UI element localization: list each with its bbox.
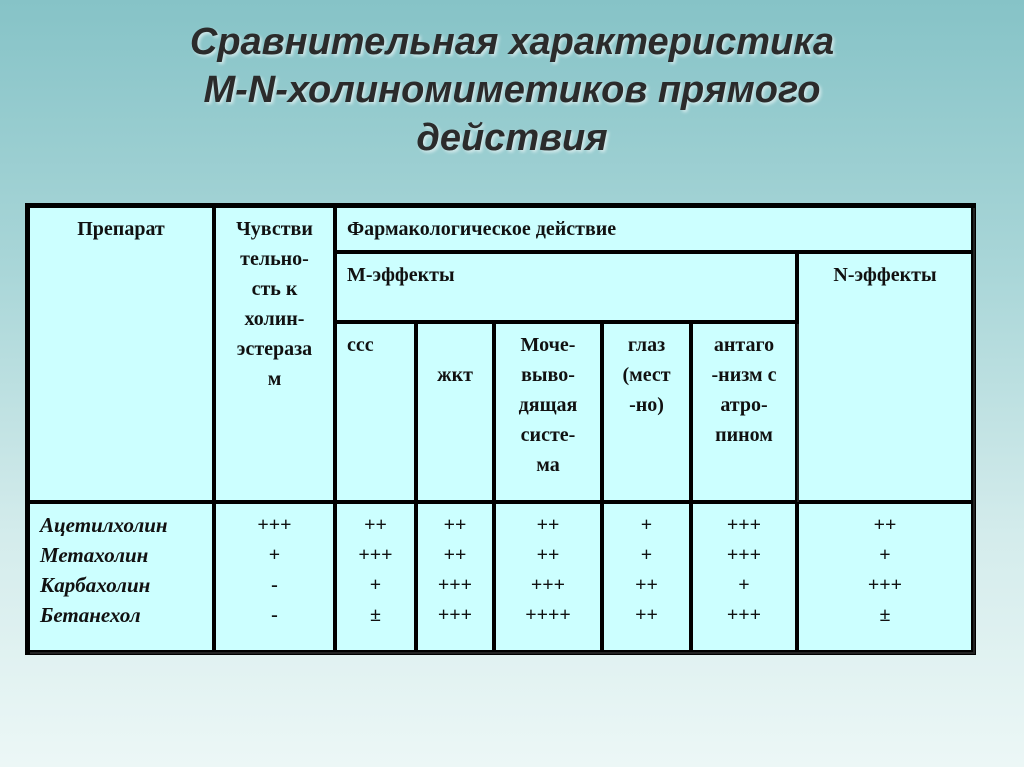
git-values: ++ ++ +++ +++ (416, 502, 494, 652)
header-drug: Препарат (28, 206, 214, 502)
comparison-table (25, 203, 976, 655)
antagonism-values: +++ +++ + +++ (691, 502, 797, 652)
title-line-3: действия (416, 117, 608, 159)
slide-title (0, 18, 1024, 162)
comparison-table-wrapper (25, 203, 976, 655)
header-n-effects: N-эффекты (797, 252, 973, 502)
n-effects-values: ++ + +++ ± (797, 502, 973, 652)
header-m-effects: М-эффекты (335, 252, 797, 322)
eye-values: + + ++ ++ (602, 502, 691, 652)
drug-list: Ацетилхолин Метахолин Карбахолин Бетанехол (28, 502, 214, 652)
subheader-eye: глаз (мест -но) (602, 322, 691, 502)
sensitivity-values: +++ + - - (214, 502, 335, 652)
header-sensitivity: Чувстви тельно- сть к холин- эстераза м (214, 206, 335, 502)
subheader-git: жкт (416, 322, 494, 502)
title-line-2: M-N-холиномиметиков прямого (203, 69, 821, 111)
title-line-1: Сравнительная характеристика (189, 21, 835, 63)
subheader-antagonism: антаго -низм с атро- пином (691, 322, 797, 502)
subheader-cvs: ссс (335, 322, 416, 502)
header-pharm-action: Фармакологическое действие (335, 206, 973, 252)
cvs-values: ++ +++ + ± (335, 502, 416, 652)
subheader-urinary: Моче- выво- дящая систе- ма (494, 322, 602, 502)
urinary-values: ++ ++ +++ ++++ (494, 502, 602, 652)
